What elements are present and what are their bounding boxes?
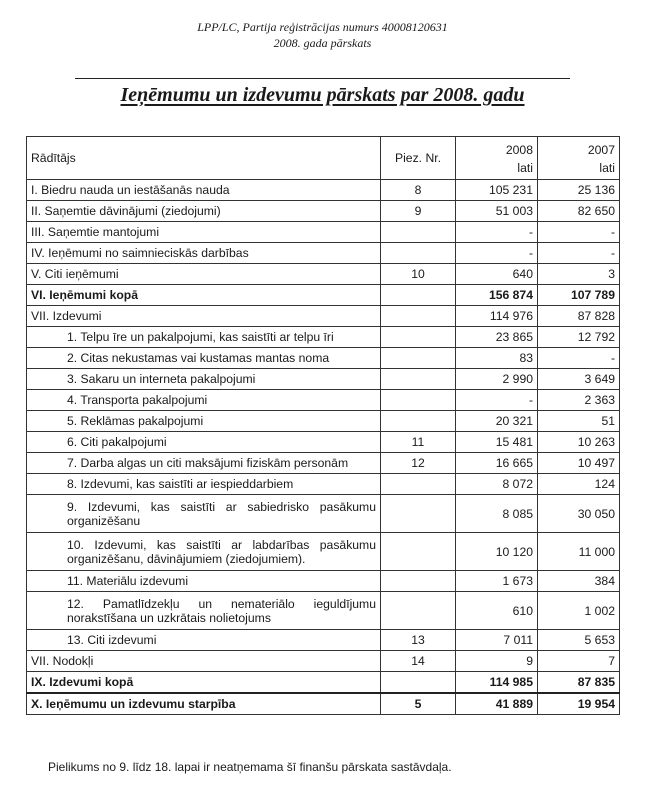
row-value-2007: 10 497 — [538, 453, 620, 474]
row-value-2008: 16 665 — [456, 453, 538, 474]
row-value-2008: 7 011 — [456, 630, 538, 651]
table-row — [27, 201, 620, 222]
row-note-number — [381, 571, 456, 592]
table-row — [27, 474, 620, 495]
row-value-2008: 114 985 — [456, 672, 538, 694]
row-indicator: IV. Ieņēmumi no saimnieciskās darbības — [27, 243, 381, 264]
row-note-number — [381, 327, 456, 348]
row-note-number: 12 — [381, 453, 456, 474]
row-value-2007: 1 002 — [538, 592, 620, 630]
page-title: Ieņēmumu un izdevumu pārskats par 2008. gadu — [120, 84, 525, 106]
table-row — [27, 693, 620, 715]
row-value-2007: 7 — [538, 651, 620, 672]
row-value-2008: 1 673 — [456, 571, 538, 592]
row-note-number: 8 — [381, 180, 456, 201]
row-value-2007: 30 050 — [538, 495, 620, 533]
row-note-number: 9 — [381, 201, 456, 222]
row-indicator: 11. Materiālu izdevumi — [27, 571, 381, 592]
row-indicator: 3. Sakaru un interneta pakalpojumi — [27, 369, 381, 390]
header-divider — [75, 78, 570, 79]
row-note-number — [381, 411, 456, 432]
row-note-number: 5 — [381, 693, 456, 715]
row-value-2007: 87 828 — [538, 306, 620, 327]
table-row — [27, 264, 620, 285]
table-row — [27, 592, 620, 630]
table-row — [27, 243, 620, 264]
row-value-2007: 2 363 — [538, 390, 620, 411]
row-indicator: 7. Darba algas un citi maksājumi fiziskām personām — [27, 453, 381, 474]
row-value-2007: 51 — [538, 411, 620, 432]
table-row — [27, 630, 620, 651]
document-header-year: 2008. gada pārskats — [273, 36, 372, 50]
table-row — [27, 180, 620, 201]
row-value-2008: 23 865 — [456, 327, 538, 348]
header-year-2008-unit: lati — [517, 161, 533, 175]
row-value-2007: 87 835 — [538, 672, 620, 694]
row-note-number — [381, 306, 456, 327]
row-indicator: 1. Telpu īre un pakalpojumi, kas saistīti ar telpu īri — [27, 327, 381, 348]
row-indicator: I. Biedru nauda un iestāšanās nauda — [27, 180, 381, 201]
table-row — [27, 327, 620, 348]
row-note-number — [381, 390, 456, 411]
table-row — [27, 285, 620, 306]
row-value-2008: 15 481 — [456, 432, 538, 453]
row-value-2007: 10 263 — [538, 432, 620, 453]
row-value-2008: - — [456, 243, 538, 264]
table-row — [27, 495, 620, 533]
table-row — [27, 348, 620, 369]
table-row — [27, 222, 620, 243]
row-value-2007: 11 000 — [538, 533, 620, 571]
document-header-party: LPP/LC, Partija reģistrācijas numurs 40008120631 — [197, 20, 448, 34]
row-value-2007: - — [538, 222, 620, 243]
row-note-number — [381, 243, 456, 264]
row-value-2007: 19 954 — [538, 693, 620, 715]
row-note-number — [381, 592, 456, 630]
row-value-2007: 3 649 — [538, 369, 620, 390]
row-value-2008: 8 072 — [456, 474, 538, 495]
row-indicator: 5. Reklāmas pakalpojumi — [27, 411, 381, 432]
table-row — [27, 306, 620, 327]
row-note-number — [381, 348, 456, 369]
row-value-2008: - — [456, 390, 538, 411]
header-year-2007-label: 2007 — [587, 143, 615, 157]
row-note-number: 13 — [381, 630, 456, 651]
row-value-2007: 3 — [538, 264, 620, 285]
row-indicator: 8. Izdevumi, kas saistīti ar iespieddarbiem — [27, 474, 381, 495]
row-indicator: 9. Izdevumi, kas saistīti ar sabiedrisko pasākumu organizēšanu — [27, 495, 381, 533]
row-note-number — [381, 474, 456, 495]
row-indicator: IX. Izdevumi kopā — [27, 672, 381, 694]
row-indicator: 6. Citi pakalpojumi — [27, 432, 381, 453]
row-value-2007: 124 — [538, 474, 620, 495]
table-header-row — [27, 137, 620, 180]
row-value-2008: 41 889 — [456, 693, 538, 715]
row-indicator: X. Ieņēmumu un izdevumu starpība — [27, 693, 381, 715]
row-note-number — [381, 285, 456, 306]
header-year-2007 — [538, 137, 620, 180]
table-row — [27, 390, 620, 411]
row-note-number: 10 — [381, 264, 456, 285]
row-value-2008: 51 003 — [456, 201, 538, 222]
row-value-2008: 105 231 — [456, 180, 538, 201]
row-value-2007: 5 653 — [538, 630, 620, 651]
table-row — [27, 453, 620, 474]
row-indicator: VI. Ieņēmumi kopā — [27, 285, 381, 306]
row-value-2008: 640 — [456, 264, 538, 285]
row-value-2007: 25 136 — [538, 180, 620, 201]
row-value-2008: 20 321 — [456, 411, 538, 432]
row-value-2008: 156 874 — [456, 285, 538, 306]
row-indicator: III. Saņemtie mantojumi — [27, 222, 381, 243]
row-indicator: V. Citi ieņēmumi — [27, 264, 381, 285]
header-year-2008 — [456, 137, 538, 180]
row-value-2008: 8 085 — [456, 495, 538, 533]
row-value-2007: 107 789 — [538, 285, 620, 306]
row-note-number: 11 — [381, 432, 456, 453]
footer-note: Pielikums no 9. līdz 18. lapai ir neatņemama šī finanšu pārskata sastāvdaļa. — [48, 760, 452, 774]
row-indicator: 13. Citi izdevumi — [27, 630, 381, 651]
row-indicator: 12. Pamatlīdzekļu un nemateriālo ieguldījumu norakstīšana un uzkrātais nolietojums — [27, 592, 381, 630]
row-value-2008: 610 — [456, 592, 538, 630]
row-value-2008: 9 — [456, 651, 538, 672]
row-note-number — [381, 533, 456, 571]
row-value-2007: - — [538, 243, 620, 264]
row-note-number: 14 — [381, 651, 456, 672]
row-indicator: VII. Izdevumi — [27, 306, 381, 327]
row-note-number — [381, 495, 456, 533]
row-indicator: 4. Transporta pakalpojumi — [27, 390, 381, 411]
header-year-2008-label: 2008 — [505, 143, 533, 157]
row-value-2008: 10 120 — [456, 533, 538, 571]
table-row — [27, 651, 620, 672]
table-row — [27, 533, 620, 571]
table-row — [27, 432, 620, 453]
table-row — [27, 411, 620, 432]
row-indicator: II. Saņemtie dāvinājumi (ziedojumi) — [27, 201, 381, 222]
row-value-2008: 2 990 — [456, 369, 538, 390]
table-row — [27, 369, 620, 390]
row-value-2008: 114 976 — [456, 306, 538, 327]
row-value-2008: - — [456, 222, 538, 243]
row-value-2007: 384 — [538, 571, 620, 592]
row-value-2007: 12 792 — [538, 327, 620, 348]
row-indicator: VII. Nodokļi — [27, 651, 381, 672]
header-note-number: Piez. Nr. — [381, 137, 456, 180]
header-year-2007-unit: lati — [599, 161, 615, 175]
header-indicator: Rādītājs — [27, 137, 381, 180]
row-value-2008: 83 — [456, 348, 538, 369]
row-note-number — [381, 222, 456, 243]
row-value-2007: - — [538, 348, 620, 369]
row-indicator: 10. Izdevumi, kas saistīti ar labdarības pasākumu organizēšanu, dāvinājumiem (ziedojumiem). — [27, 533, 381, 571]
row-note-number — [381, 369, 456, 390]
row-value-2007: 82 650 — [538, 201, 620, 222]
income-expense-table — [26, 136, 620, 715]
table-row — [27, 672, 620, 694]
row-note-number — [381, 672, 456, 694]
table-row — [27, 571, 620, 592]
row-indicator: 2. Citas nekustamas vai kustamas mantas noma — [27, 348, 381, 369]
